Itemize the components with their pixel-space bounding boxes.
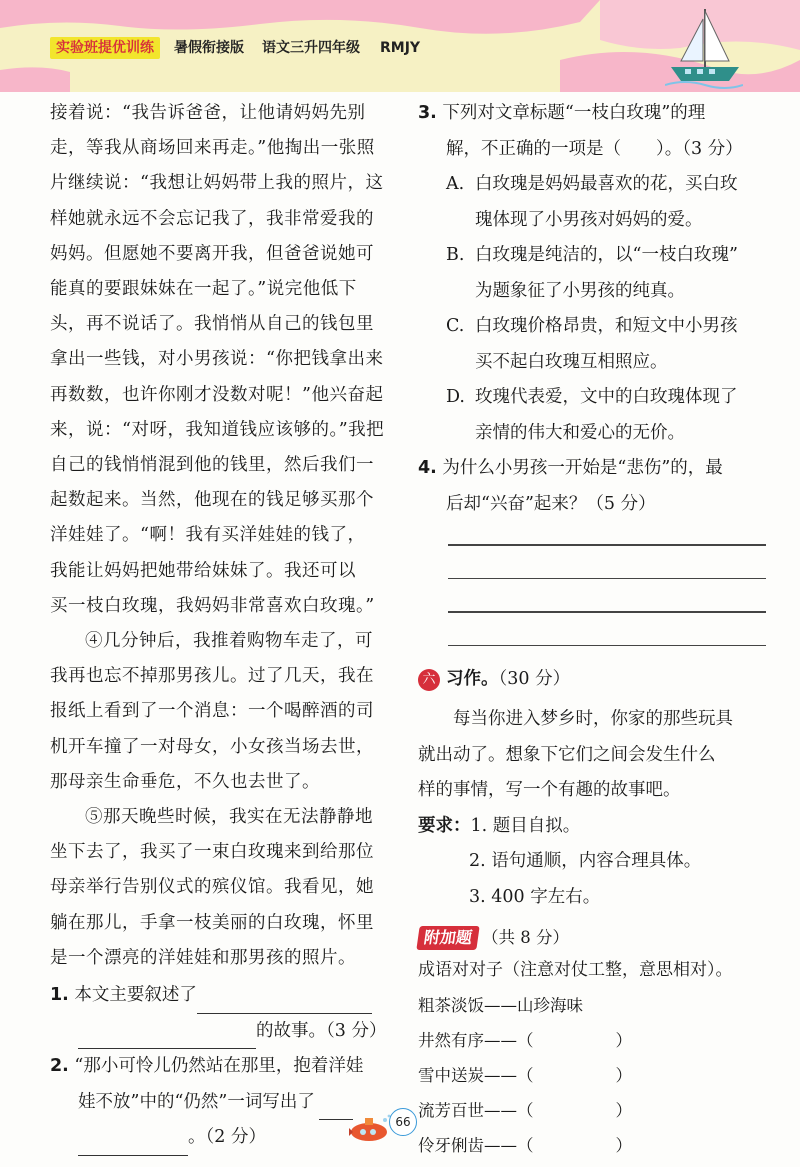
question-1	[50, 978, 405, 1014]
passage-line: ④几分钟后，我推着购物车走了，可	[85, 631, 373, 652]
option-a	[418, 167, 768, 203]
left-column	[50, 96, 405, 1156]
passage-line: 样她就永远不会忘记我了，我非常爱我的	[50, 208, 374, 229]
series-title: 实验班提优训练	[50, 37, 160, 59]
option-d	[418, 380, 768, 416]
idiom-pair-item	[418, 1093, 768, 1128]
passage-line: 买一枝白玫瑰，我妈妈非常喜欢白玫瑰。”	[50, 595, 375, 616]
passage-line: 再数数，也许你刚才没数对呢！”他兴奋起	[50, 384, 384, 405]
idiom-pair-text: 伶牙俐齿——（	[418, 1136, 534, 1155]
question-4-text-2: 后却“兴奋”起来？（5 分）	[446, 493, 656, 514]
requirement-item: 2. 语句通顺，内容合理具体。	[469, 851, 702, 871]
option-label: A.	[446, 174, 465, 194]
question-1-number: 1.	[50, 985, 69, 1006]
section-6-badge: 六	[418, 669, 440, 691]
option-text-cont: 亲情的伟大和爱心的无价。	[475, 422, 685, 443]
idiom-pair-item	[418, 1058, 768, 1093]
requirements-first	[418, 809, 768, 845]
answer-line[interactable]	[448, 544, 766, 546]
passage-line: 拿出一些钱，对小男孩说：“你把钱拿出来	[50, 349, 384, 370]
idiom-pair-text: 流芳百世——（	[418, 1101, 534, 1120]
requirement-item: 3. 400 字左右。	[469, 886, 601, 907]
question-3-text-2: 解，不正确的一项是（ ）。（3 分）	[446, 138, 743, 159]
submarine-icon	[345, 1114, 391, 1144]
idiom-pair-close: ）	[615, 1136, 632, 1155]
idiom-pair-close: ）	[615, 1031, 632, 1050]
question-4-number: 4.	[418, 458, 437, 478]
right-column	[418, 96, 768, 1163]
passage-line: 是一个漂亮的洋娃娃和那男孩的照片。	[50, 947, 356, 968]
passage-line: 能真的要跟妹妹在一起了。”说完他低下	[50, 279, 357, 300]
option-b	[418, 238, 768, 274]
question-3-text: 下列对文章标题“一枝白玫瑰”的理	[442, 103, 706, 123]
question-3-number: 3.	[418, 103, 437, 123]
passage-line: 片继续说：“我想让妈妈带上我的照片，这	[50, 173, 384, 194]
idiom-pair-close: ）	[615, 1101, 632, 1120]
option-c	[418, 309, 768, 345]
question-4-cont	[418, 487, 768, 523]
passage-line: 起数起来。当然，他现在的钱足够买那个	[50, 490, 374, 511]
sailboat-icon	[665, 5, 743, 91]
option-text: 玫瑰代表爱，文中的白玫瑰体现了	[475, 387, 738, 407]
question-3-options	[418, 167, 768, 451]
passage	[50, 96, 405, 976]
idiom-pair-item	[418, 1128, 768, 1163]
passage-line: 机开车撞了一对母女，小女孩当场去世，	[50, 736, 374, 757]
question-2-number: 2.	[50, 1056, 69, 1077]
question-2-text-2: 娃不放”中的“仍然”一词写出了	[78, 1091, 315, 1112]
passage-line: 母亲举行告别仪式的殡仪馆。我看见，她	[50, 877, 374, 898]
passage-line: ⑤那天晚些时候，我实在无法静静地	[85, 807, 373, 828]
bonus-heading	[418, 923, 768, 953]
option-text-cont: 为题象征了小男孩的纯真。	[475, 280, 685, 301]
passage-line: 洋娃娃了。“啊！我有买洋娃娃的钱了，	[50, 525, 366, 546]
section-6-heading	[418, 664, 768, 694]
option-text-cont: 瑰体现了小男孩对妈妈的爱。	[475, 209, 703, 230]
passage-line: 那母亲生命垂危，不久也去世了。	[50, 771, 320, 792]
passage-line: 来，说：“对呀，我知道钱应该够的。”我把	[50, 419, 385, 440]
idiom-pair-item	[418, 1023, 768, 1058]
bonus-tag: 附加题	[416, 926, 479, 950]
bonus-score: （共 8 分）	[482, 928, 570, 947]
answer-line[interactable]	[448, 611, 766, 613]
requirement-row	[418, 844, 768, 880]
bonus-items	[418, 1023, 768, 1163]
question-1-blank-b[interactable]	[78, 1022, 256, 1049]
question-2-blank-b[interactable]	[78, 1129, 188, 1156]
question-4-text: 为什么小男孩一开始是“悲伤”的，最	[442, 458, 723, 478]
subject-label: 语文三升四年级	[262, 40, 360, 56]
question-4	[418, 451, 768, 487]
passage-line: 走，等我从商场回来再走。”他掏出一张照	[50, 138, 375, 159]
page-footer	[345, 1100, 435, 1150]
passage-line: 报纸上看到了一个消息：一个喝醉酒的司	[50, 701, 374, 722]
answer-line[interactable]	[448, 645, 766, 647]
prompt-line: 样的事情，写一个有趣的故事吧。	[418, 780, 681, 800]
question-3-cont	[418, 132, 768, 168]
edition-label: 暑假衔接版	[174, 40, 244, 56]
option-label: D.	[446, 387, 465, 407]
passage-line: 我再也忘不掉那男孩儿。过了几天，我在	[50, 666, 374, 687]
question-3	[418, 96, 768, 132]
requirement-item: 1. 题目自拟。	[470, 815, 581, 836]
question-2-text: “那小可怜儿仍然站在那里，抱着洋娃	[74, 1056, 364, 1077]
option-text: 白玫瑰价格昂贵，和短文中小男孩	[475, 316, 738, 336]
question-1-tail: 的故事。（3 分）	[256, 1020, 387, 1041]
passage-line: 自己的钱悄悄混到他的钱里，然后我们一	[50, 455, 374, 476]
bonus-example: 粗茶淡饭——山珍海味	[418, 996, 583, 1015]
bonus-instruction: 成语对对子（注意对仗工整，意思相对）。	[418, 960, 733, 980]
passage-line: 我能让妈妈把她带给妹妹了。我还可以	[50, 560, 356, 581]
question-4-answer-lines	[418, 544, 768, 646]
page-number: 66	[389, 1108, 417, 1136]
prompt-line: 就出动了。想象下它们之间会发生什么	[418, 744, 716, 765]
passage-line: 坐下去了，我买了一束白玫瑰来到给那位	[50, 842, 374, 863]
option-text: 白玫瑰是妈妈最喜欢的花，买白玫	[475, 174, 738, 194]
idiom-pair-text: 井然有序——（	[418, 1031, 534, 1050]
option-text-cont: 买不起白玫瑰互相照应。	[475, 351, 668, 372]
answer-line[interactable]	[448, 578, 766, 580]
prompt-line: 每当你进入梦乡时，你家的那些玩具	[453, 709, 733, 729]
section-6-prompt	[418, 702, 768, 809]
option-label: B.	[446, 245, 465, 265]
idiom-pair-text: 雪中送炭——（	[418, 1066, 534, 1085]
option-label: C.	[446, 316, 465, 336]
option-text: 白玫瑰是纯洁的，以“一枝白玫瑰”	[475, 245, 738, 265]
question-2	[50, 1049, 405, 1085]
passage-line: 头，再不说话了。我悄悄从自己的钱包里	[50, 314, 374, 335]
version-label: RMJY	[380, 40, 421, 56]
passage-line: 接着说：“我告诉爸爸，让他请妈妈先别	[50, 103, 366, 123]
passage-line: 躺在那儿，手拿一枝美丽的白玫瑰，怀里	[50, 912, 374, 933]
idiom-pair-close: ）	[615, 1066, 632, 1085]
passage-line: 妈妈。但愿她不要离开我，但爸爸说她可	[50, 243, 374, 264]
section-6-score: （30 分）	[498, 669, 571, 689]
question-1-text: 本文主要叙述了	[74, 985, 197, 1006]
section-6-title: 习作。	[446, 669, 499, 689]
question-2-tail: 。（2 分）	[188, 1127, 266, 1148]
question-1-cont	[50, 1014, 405, 1050]
requirements-label: 要求：	[418, 815, 471, 836]
question-1-blank-a[interactable]	[197, 987, 372, 1014]
requirement-row	[418, 880, 768, 916]
